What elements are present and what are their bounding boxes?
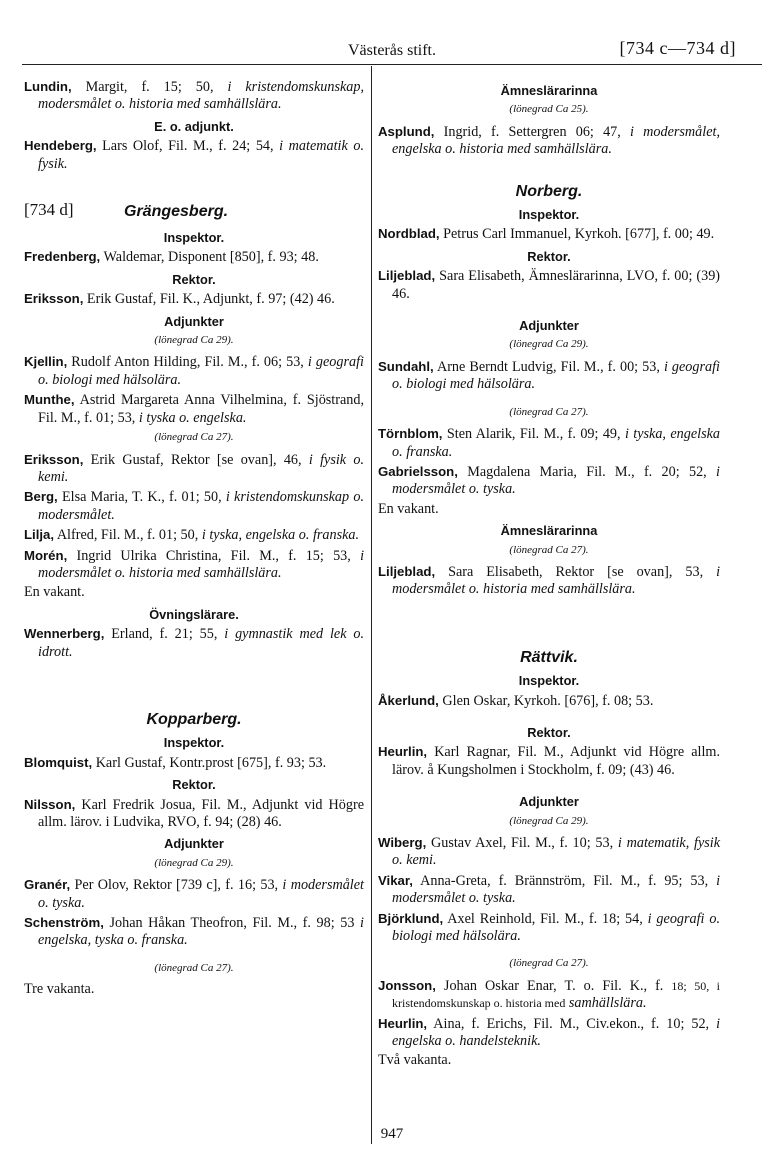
entry-hendeberg: Hendeberg, Lars Olof, Fil. M., f. 24; 54, i matematik o. fysik. xyxy=(24,138,365,172)
entry-berg: Berg, Elsa Maria, T. K., f. 01; 50, i kristendomskunskap o. modersmålet. xyxy=(24,489,364,523)
section-range: [734 c—734 d] xyxy=(619,38,736,58)
heading-eo-adjunkt: E. o. adjunkt. xyxy=(154,118,234,134)
heading-rektor: Rektor. xyxy=(527,248,571,264)
grade-note: (lönegrad Ca 27). xyxy=(154,961,234,974)
right-column xyxy=(378,78,720,1072)
vacancy-note: Två vakanta. xyxy=(378,1052,452,1069)
heading-inspektor: Inspektor. xyxy=(163,230,225,246)
entry-tornblom: Törnblom, Sten Alarik, Fil. M., f. 09; 49, i tyska, engelska o. franska. xyxy=(378,426,720,460)
entry-munthe: Munthe, Astrid Margareta Anna Vilhelmina, f. Sjöstrand, Fil. M., f. 01; 53, i tyska o. engelska. xyxy=(24,392,365,426)
page-title: Västerås stift. xyxy=(348,42,436,59)
heading-adjunkter: Adjunkter xyxy=(519,318,579,334)
entry-graner: Granér, Per Olov, Rektor [739 c], f. 16; 53, i modersmålet o. tyska. xyxy=(24,877,364,911)
heading-inspektor: Inspektor. xyxy=(518,207,580,223)
entry-liljeblad-rektor: Liljeblad, Sara Elisabeth, Ämneslärarinna, LVO, f. 00; (39) 46. xyxy=(378,268,721,302)
entry-blomquist: Blomquist, Karl Gustaf, Kontr.prost [675], f. 93; 53. xyxy=(24,754,327,771)
entry-lilja: Lilja, Alfred, Fil. M., f. 01; 50, i tyska, engelska o. franska. xyxy=(24,527,360,544)
heading-inspektor: Inspektor. xyxy=(163,735,225,751)
vacancy-note: Tre vakanta. xyxy=(24,981,95,998)
grade-note: (lönegrad Ca 25). xyxy=(509,103,589,116)
grade-note: (lönegrad Ca 27). xyxy=(509,957,589,970)
place-norberg: Norberg. xyxy=(515,182,583,200)
heading-adjunkter: Adjunkter xyxy=(164,313,224,329)
heading-amneslararinna: Ämneslärarinna xyxy=(500,83,598,98)
grade-note: (lönegrad Ca 27). xyxy=(154,431,234,444)
heading-ovningslarare: Övningslärare. xyxy=(149,606,239,622)
grade-note: (lönegrad Ca 29). xyxy=(509,814,589,827)
heading-rektor: Rektor. xyxy=(172,777,216,793)
entry-nordblad: Nordblad, Petrus Carl Immanuel, Kyrkoh. [677], f. 00; 49. xyxy=(378,226,715,243)
grade-note: (lönegrad Ca 29). xyxy=(154,334,234,347)
entry-vikar: Vikar, Anna-Greta, f. Brännström, Fil. M., f. 95; 53, i modersmålet o. tyska. xyxy=(378,872,721,907)
vacancy-note: En vakant. xyxy=(24,584,85,601)
entry-jonsson: Jonsson, Johan Oskar Enar, T. o. Fil. K., f. 18; 50, i kristendomskunskap o. historia med samhällslära. xyxy=(378,977,721,1012)
entry-akerlund: Åkerlund, Glen Oskar, Kyrkoh. [676], f. 08; 53. xyxy=(378,692,654,709)
running-head xyxy=(0,38,784,64)
entry-schenstrom: Schenström, Johan Håkan Theofron, Fil. M., f. 98; 53 i engelska, tyska o. franska. xyxy=(24,915,364,949)
entry-kjellin: Kjellin, Rudolf Anton Hilding, Fil. M., f. 06; 53, i geografi o. biologi med hälsolära. xyxy=(24,354,364,388)
entry-heurlin-rektor: Heurlin, Karl Ragnar, Fil. M., Adjunkt vid Högre allm. lärov. å Kungsholmen i Stockholm, f. 09; (43) 46. xyxy=(378,744,721,778)
entry-liljeblad-amnes: Liljeblad, Sara Elisabeth, Rektor [se ovan], 53, i modersmålet o. historia med samhällslära. xyxy=(378,563,721,598)
entry-wiberg: Wiberg, Gustav Axel, Fil. M., f. 10; 53, i matematik, fysik o. kemi. xyxy=(378,835,720,869)
place-name: Grängesberg. xyxy=(124,203,229,221)
heading-adjunkter: Adjunkter xyxy=(519,794,579,810)
heading-inspektor: Inspektor. xyxy=(518,673,580,689)
entry-moren: Morén, Ingrid Ulrika Christina, Fil. M., f. 15; 53, i modersmålet o. historia med samhällslära. xyxy=(24,547,365,581)
entry-asplund: Asplund, Ingrid, f. Settergren 06; 47, i modersmålet, engelska o. historia med samhällslära. xyxy=(378,123,720,158)
entry-fredenberg: Fredenberg, Waldemar, Disponent [850], f. 93; 48. xyxy=(24,249,319,266)
header-rule xyxy=(22,64,762,65)
grade-note: (lönegrad Ca 27). xyxy=(509,543,589,556)
place-kopparberg: Kopparberg. xyxy=(146,710,242,728)
grade-note: (lönegrad Ca 29). xyxy=(509,338,589,351)
place-rattvik: Rättvik. xyxy=(520,648,578,666)
entry-heurlin-adjunkt: Heurlin, Aina, f. Erichs, Fil. M., Civ.ekon., f. 10; 52, i engelska o. handelsteknik. xyxy=(378,1015,721,1050)
entry-wennerberg: Wennerberg, Erland, f. 21; 55, i gymnastik med lek o. idrott. xyxy=(24,626,365,660)
entry-nilsson: Nilsson, Karl Fredrik Josua, Fil. M., Adjunkt vid Högre allm. lärov. i Ludvika, RVO, f. 94; (28) 46. xyxy=(24,796,365,830)
heading-rektor: Rektor. xyxy=(172,271,216,287)
place-grangesberg xyxy=(24,201,364,225)
grade-note: (lönegrad Ca 29). xyxy=(154,856,234,869)
entry-lundin: Lundin, Margit, f. 15; 50, i kristendomskunskap, modersmålet o. historia med samhällslära. xyxy=(24,79,364,113)
heading-adjunkter: Adjunkter xyxy=(164,836,224,852)
vacancy-note: En vakant. xyxy=(378,500,439,517)
left-column xyxy=(24,78,364,1001)
heading-amneslararinna: Ämneslärarinna xyxy=(500,523,598,539)
grade-note: (lönegrad Ca 27). xyxy=(509,405,589,418)
entry-sundahl: Sundahl, Arne Berndt Ludvig, Fil. M., f. 00; 53, i geografi o. biologi med hälsolära. xyxy=(378,358,720,393)
page-number: 947 xyxy=(380,1126,404,1142)
column-divider xyxy=(371,66,372,1144)
heading-rektor: Rektor. xyxy=(527,724,571,740)
entry-eriksson-adjunkt: Eriksson, Erik Gustaf, Rektor [se ovan], 46, i fysik o. kemi. xyxy=(24,451,364,485)
entry-gabrielsson: Gabrielsson, Magdalena Maria, Fil. M., f. 20; 52, i modersmålet o. tyska. xyxy=(378,463,720,498)
entry-bjorklund: Björklund, Axel Reinhold, Fil. M., f. 18; 54, i geografi o. biologi med hälsolära. xyxy=(378,910,720,945)
entry-eriksson-rektor: Eriksson, Erik Gustaf, Fil. K., Adjunkt, f. 97; (42) 46. xyxy=(24,291,335,308)
section-number: [734 d] xyxy=(24,200,74,220)
